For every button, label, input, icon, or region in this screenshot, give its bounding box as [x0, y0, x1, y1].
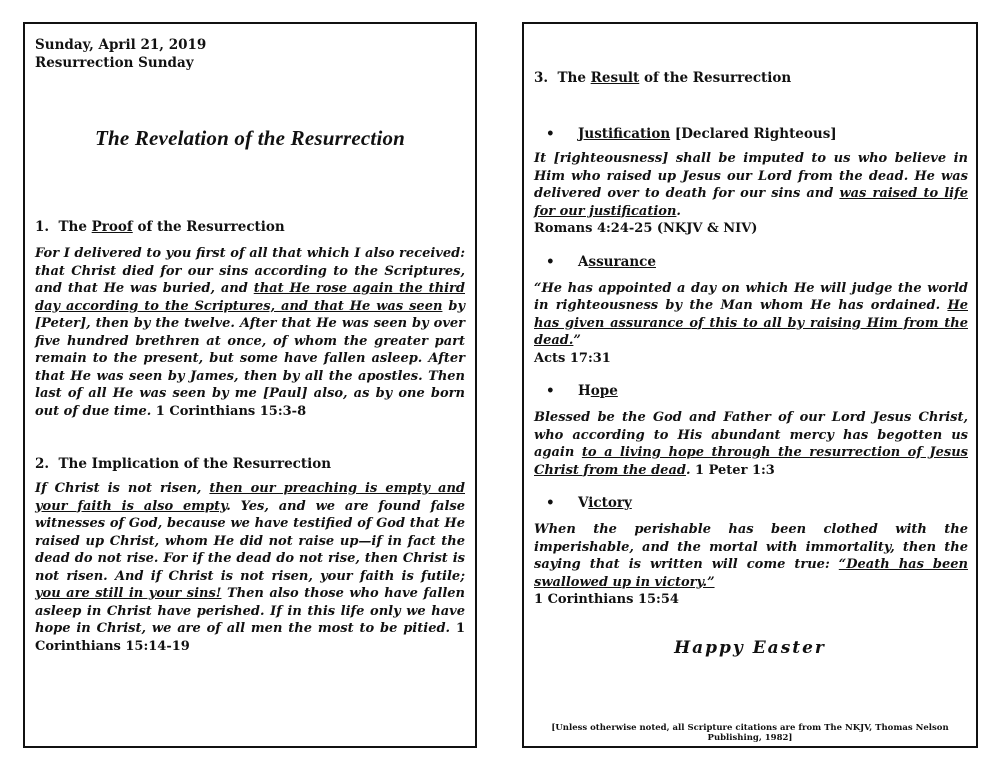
- section-1-scripture: [35, 245, 465, 420]
- bullet-hope: [546, 383, 968, 399]
- scripture-text: It [righteousness] shall be imputed to us who believe in Him who raised up Jesus our Lord from the dead. He was delivered over to death for our sins and: [534, 151, 968, 201]
- scripture-text: ”: [573, 333, 581, 348]
- happy-easter-closing: Happy Easter: [674, 638, 826, 658]
- section-2-scripture: [35, 480, 465, 655]
- scripture-reference: 1 Corinthians 15:3-8: [151, 403, 307, 419]
- scripture-reference: 1 Corinthians 15:14-19: [35, 621, 465, 654]
- bullet-victory: [546, 495, 968, 511]
- scripture-text: by [Peter], then by the twelve. After that He was seen by over five hundred brethren at once, of whom the greater part remain to the present, but some have fallen asleep. After that He was seen by James, then by all the apostles. Then last of all He was seen by me [Paul] also, as by one born out of due time.: [35, 298, 465, 419]
- scripture-underline: was raised to life for our justification: [534, 186, 968, 219]
- sermon-title: The Revelation of the Resurrection: [94, 126, 406, 150]
- scripture-text: If Christ is not risen,: [35, 481, 210, 496]
- section-1-heading: [35, 219, 465, 235]
- heading-text: of the Resurrection: [639, 70, 792, 86]
- scripture-underline: that He rose again the third day according to the Scriptures, and that He was seen: [35, 281, 465, 314]
- bullet-title: ope: [590, 383, 618, 399]
- scripture-text: .: [685, 462, 691, 478]
- scripture-text: “He has appointed a day on which He will judge the world in righteousness by the Man whom He has ordained.: [534, 280, 968, 313]
- section-number: 2.: [35, 456, 50, 472]
- section-2-heading: [35, 456, 465, 472]
- service-date: Sunday, April 21, 2019: [35, 37, 207, 53]
- bullet-icon: •: [546, 495, 555, 511]
- bullet-title: Justification: [578, 126, 671, 142]
- bullet-title-initial: H: [578, 383, 591, 399]
- heading-text: of the Resurrection: [132, 219, 285, 235]
- bullet-title-initial: V: [578, 495, 589, 511]
- bullet-icon: •: [546, 126, 555, 142]
- section-number: 1.: [35, 219, 50, 235]
- citation-footnote: [Unless otherwise noted, all Scripture citations are from The NKJV, Thomas Nelson Publishing, 1982]: [551, 723, 949, 743]
- right-panel: [522, 22, 978, 748]
- justification-scripture: [534, 150, 968, 220]
- scripture-text: Then also those who have fallen asleep in Christ have perished. If in this life only we have hope in Christ, we are of all men the most to be pitied.: [35, 586, 465, 636]
- bullet-icon: •: [546, 253, 555, 270]
- heading-emphasis: Result: [590, 70, 640, 86]
- scripture-underline: “Death has been swallowed up in victory.”: [534, 557, 969, 590]
- heading-text: The Implication of the Resurrection: [58, 456, 332, 472]
- left-panel: [23, 22, 477, 748]
- scripture-underline: to a living hope through the resurrection of Jesus Christ from the dead: [534, 445, 968, 478]
- scripture-underline: you are still in your sins!: [35, 586, 222, 601]
- assurance-scripture: [534, 280, 968, 350]
- victory-reference: 1 Corinthians 15:54: [534, 592, 679, 607]
- section-3-heading: [534, 70, 968, 86]
- bullet-justification: [546, 126, 968, 142]
- bullet-subtitle: [Declared Righteous]: [670, 126, 837, 142]
- scripture-underline: then our preaching is empty and your faith is also empty: [35, 481, 465, 514]
- heading-emphasis: Proof: [91, 219, 133, 235]
- scripture-text: For I delivered to you first of all that which I also received: that Christ died for our sins according to the Scriptures, and that He was buried, and: [35, 246, 465, 296]
- bullet-title: ictory: [588, 495, 632, 511]
- heading-text: The: [58, 219, 92, 235]
- victory-scripture: [534, 521, 968, 591]
- bullet-title: ssurance: [588, 253, 656, 270]
- scripture-reference: 1 Peter 1:3: [690, 462, 775, 478]
- scripture-text: When the perishable has been clothed with the imperishable, and the mortal with immortality, then the saying that is written will come true:: [534, 522, 968, 572]
- scripture-underline: He has given assurance of this to all by raising Him from the dead.: [534, 298, 968, 348]
- bullet-assurance: [546, 254, 968, 270]
- scripture-text: .: [676, 203, 681, 219]
- assurance-reference: Acts 17:31: [534, 350, 611, 366]
- scripture-text: . Yes, and we are found false witnesses of God, because we have testified of God that He raised up Christ, whom He did not raise up—if in fact the dead do not rise. For if the dead do not rise, then Christ is not risen. And if Christ is not risen, your faith is futile;: [35, 498, 465, 584]
- justification-reference: Romans 4:24-25 (NKJV & NIV): [534, 221, 758, 236]
- bullet-icon: •: [546, 383, 555, 399]
- hope-scripture: [534, 409, 968, 479]
- heading-text: The: [557, 70, 591, 86]
- scripture-text: Blessed be the God and Father of our Lord Jesus Christ, who according to His abundant mercy has begotten us again: [534, 410, 968, 460]
- service-occasion: Resurrection Sunday: [35, 55, 194, 71]
- section-number: 3.: [534, 70, 549, 86]
- bullet-title-initial: A: [578, 253, 589, 270]
